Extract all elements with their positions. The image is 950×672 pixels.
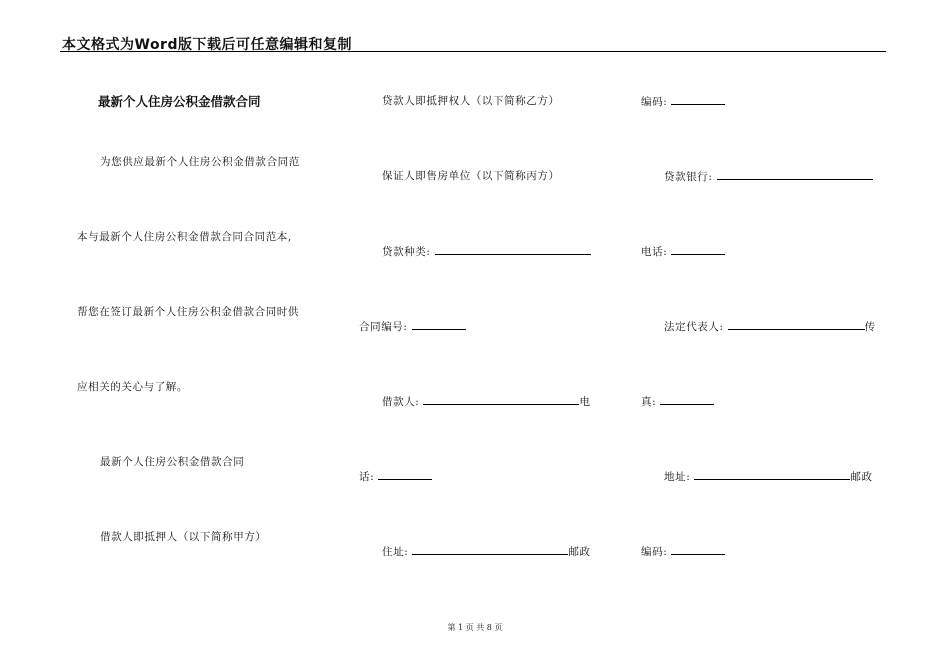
fax-field — [641, 393, 714, 409]
address-tail: 邮政 — [850, 471, 873, 483]
paragraph-line: 应相关的关心与了解。 — [77, 381, 188, 393]
address-field — [664, 468, 873, 484]
page-footer: 第 1 页 共 8 页 — [447, 623, 503, 632]
postcode-blank — [671, 543, 725, 555]
lending-bank-field — [664, 168, 873, 184]
contract-number-blank — [412, 318, 466, 330]
postcode-field — [641, 93, 725, 109]
document-title: 最新个人住房公积金借款合同 — [98, 94, 261, 109]
borrower-blank — [423, 393, 579, 405]
address-blank — [412, 543, 568, 555]
borrower-field — [382, 393, 591, 409]
document-header: 本文格式为Word版下载后可任意编辑和复制 — [62, 37, 352, 53]
loan-type-field — [382, 243, 591, 259]
phone-blank — [671, 243, 725, 255]
phone-label: 话: — [359, 471, 375, 483]
postcode-field — [641, 543, 725, 559]
phone-field — [641, 243, 725, 259]
legal-representative-blank — [728, 318, 865, 330]
phone-blank — [378, 468, 432, 480]
borrower-tail: 电 — [579, 396, 591, 408]
address-field — [382, 543, 591, 559]
address-tail: 邮政 — [568, 546, 591, 558]
legal-representative-field — [664, 318, 876, 334]
borrower-label: 借款人: — [382, 396, 420, 408]
phone-label: 电话: — [641, 246, 668, 258]
fax-label: 真: — [641, 396, 657, 408]
lending-bank-blank — [717, 168, 873, 180]
fax-blank — [660, 393, 714, 405]
address-label: 住址: — [382, 546, 409, 558]
paragraph-line: 最新个人住房公积金借款合同 — [100, 456, 245, 468]
guarantor-line: 保证人即售房单位（以下简称丙方） — [382, 170, 560, 182]
address-label: 地址: — [664, 471, 691, 483]
contract-number-label: 合同编号: — [359, 321, 408, 333]
lending-bank-label: 贷款银行: — [664, 171, 713, 183]
paragraph-line: 为您供应最新个人住房公积金借款合同范 — [100, 156, 300, 168]
address-blank — [694, 468, 850, 480]
paragraph-line: 帮您在签订最新个人住房公积金借款合同时供 — [77, 306, 299, 318]
legal-representative-tail: 传 — [864, 321, 876, 333]
phone-field — [359, 468, 432, 484]
header-divider — [60, 51, 886, 52]
postcode-blank — [671, 93, 725, 105]
postcode-label: 编码: — [641, 96, 668, 108]
paragraph-line: 借款人即抵押人（以下简称甲方） — [100, 531, 267, 543]
legal-representative-label: 法定代表人: — [664, 321, 724, 333]
contract-number-field — [359, 318, 466, 334]
paragraph-line: 本与最新个人住房公积金借款合同合同范本, — [77, 231, 292, 243]
postcode-label: 编码: — [641, 546, 668, 558]
loan-type-blank — [435, 243, 591, 255]
loan-type-label: 贷款种类: — [382, 246, 431, 258]
lender-line: 贷款人即抵押权人（以下简称乙方） — [382, 95, 560, 107]
